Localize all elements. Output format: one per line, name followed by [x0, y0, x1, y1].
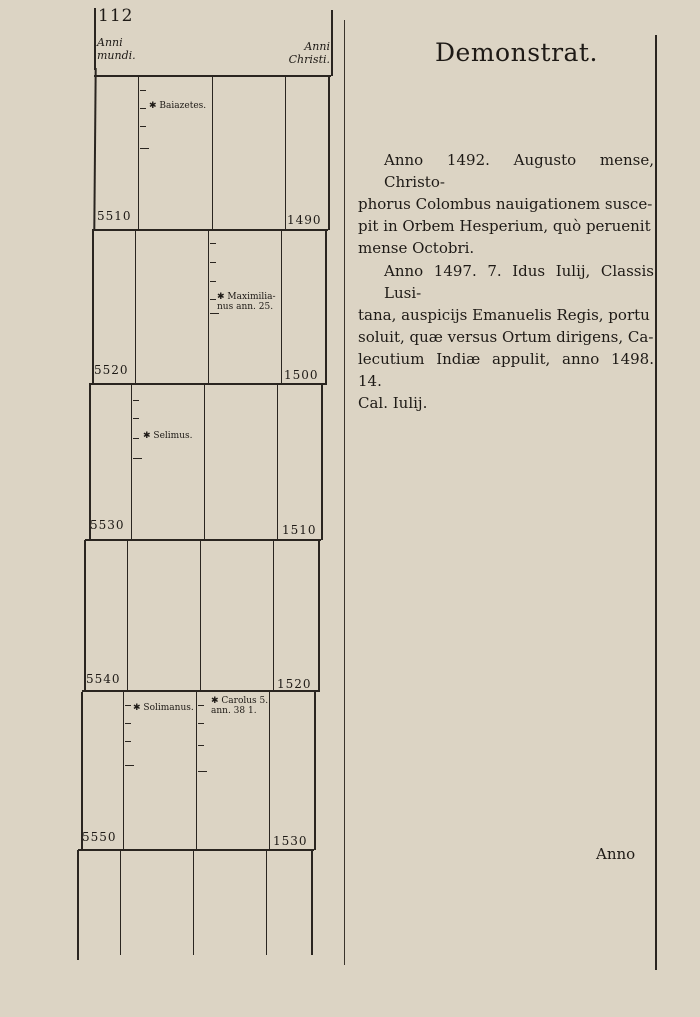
anni-christi-header: Anni Christi.	[288, 40, 330, 66]
year-christi: 1510	[282, 523, 317, 537]
text-right-rule	[655, 35, 657, 970]
table-right-rule	[318, 540, 320, 692]
year-christi: 1530	[273, 834, 308, 848]
entry-selimus: ✱ Selimus.	[143, 431, 193, 441]
entry-maximilianus: ✱ Maximilia- nus ann. 25.	[217, 292, 276, 312]
column-rule	[138, 76, 139, 230]
table-left-rule	[77, 850, 79, 960]
row-divider	[89, 383, 325, 385]
column-rule	[269, 692, 270, 850]
row-divider	[92, 229, 328, 231]
table-right-rule	[328, 76, 330, 230]
year-mundi: 5550	[82, 830, 117, 844]
table-right-rule	[321, 385, 323, 540]
table-left-rule	[89, 385, 91, 540]
table-right-rule	[325, 230, 327, 385]
year-mundi: 5530	[90, 518, 125, 532]
column-rule	[285, 76, 286, 230]
column-rule	[120, 850, 121, 955]
page-number: 112	[98, 6, 134, 26]
table-left-rule	[92, 230, 94, 385]
table-left-rule	[94, 8, 96, 70]
year-mundi: 5540	[86, 672, 121, 686]
table-right-rule	[331, 10, 333, 76]
column-rule	[212, 76, 213, 230]
column-rule	[131, 385, 132, 540]
table-left-rule	[93, 68, 96, 230]
page-title: Demonstrat.	[435, 38, 598, 67]
anni-mundi-header: Anni mundi.	[97, 36, 136, 62]
column-rule	[200, 540, 201, 692]
year-mundi: 5510	[97, 209, 132, 223]
paragraph-columbus: Anno 1492. Augusto mense, Christo- phorus Colombus nauigationem susce- pit in Orbem Hesperium, quò peruenit mense Octobri.	[358, 151, 654, 257]
year-christi: 1490	[287, 213, 322, 227]
column-rule	[135, 230, 136, 385]
entry-solimanus: ✱ Solimanus.	[133, 703, 194, 713]
table-right-rule	[311, 850, 313, 955]
column-rule	[266, 850, 267, 955]
catchword: Anno	[596, 845, 636, 863]
table-left-rule	[84, 540, 86, 692]
table-right-rule	[314, 692, 316, 850]
column-rule	[281, 230, 282, 385]
column-rule	[196, 692, 197, 850]
column-rule	[193, 850, 194, 955]
entry-baiazetes: ✱ Baiazetes.	[149, 101, 207, 111]
year-mundi: 5520	[94, 363, 129, 377]
text-left-rule	[344, 20, 345, 965]
column-rule	[273, 540, 274, 692]
entry-carolus: ✱ Carolus 5. ann. 38 1.	[211, 696, 269, 716]
paragraph-lusitana: Anno 1497. 7. Idus Iulij, Classis Lusi- tana, auspicijs Emanuelis Regis, portu soluit, quæ versus Ortum dirigens, Ca- lecutium Indiæ appulit, anno 1498. 14. Cal. Iulij.	[358, 262, 654, 412]
year-christi: 1520	[277, 677, 312, 691]
row-divider	[85, 539, 321, 541]
column-rule	[204, 385, 205, 540]
column-rule	[208, 230, 209, 385]
table-left-rule	[81, 692, 83, 850]
year-christi: 1500	[284, 368, 319, 382]
column-rule	[127, 540, 128, 692]
column-rule	[123, 692, 124, 850]
column-rule	[277, 385, 278, 540]
